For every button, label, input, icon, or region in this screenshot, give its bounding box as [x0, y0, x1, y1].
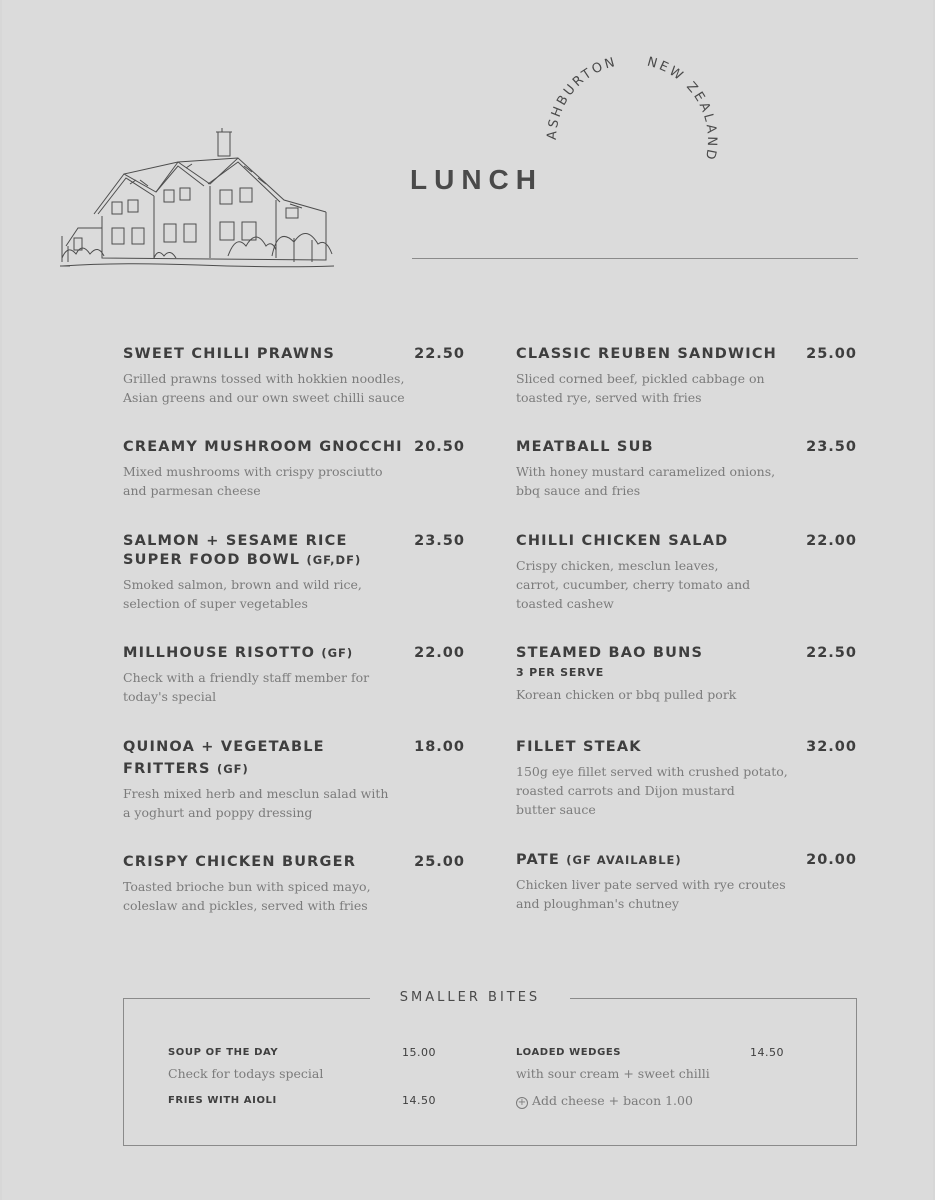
svg-text:ASHBURTON NEW ZEALAND	[545, 54, 719, 164]
header-divider	[412, 258, 858, 259]
item-price: 22.50	[806, 645, 857, 661]
item-price: 22.50	[414, 346, 465, 362]
item-price: 22.00	[414, 645, 465, 661]
item-name-line2: FRITTERS (GF)	[123, 761, 249, 777]
menu-item-chilli-chicken-salad	[516, 532, 861, 613]
item-description: Mixed mushrooms with crispy prosciutto and parmesan cheese	[123, 464, 383, 498]
menu-item-steamed-bao-buns	[516, 644, 861, 704]
bite-price-wedges: 14.50	[750, 1046, 784, 1059]
menu-item-fillet-steak	[516, 738, 861, 819]
item-price: 23.50	[806, 439, 857, 455]
item-name: FILLET STEAK	[516, 739, 642, 755]
item-price: 20.00	[806, 852, 857, 868]
item-name: CLASSIC REUBEN SANDWICH	[516, 346, 778, 362]
bite-name-wedges: LOADED WEDGES	[516, 1047, 622, 1058]
smaller-bites-title: SMALLER BITES	[370, 990, 570, 1005]
item-description: Smoked salmon, brown and wild rice, selection of super vegetables	[123, 577, 362, 611]
item-description: Check with a friendly staff member for today's special	[123, 670, 370, 704]
item-name: CHILLI CHICKEN SALAD	[516, 533, 729, 549]
item-name-line2: SUPER FOOD BOWL (GF,DF)	[123, 552, 362, 568]
item-tag: (GF)	[216, 762, 249, 776]
item-name: MILLHOUSE RISOTTO (GF)	[123, 645, 354, 661]
menu-item-meatball-sub	[516, 438, 861, 500]
item-tag: (GF)	[321, 646, 354, 660]
item-price: 32.00	[806, 739, 857, 755]
item-tag: (GF,DF)	[306, 553, 362, 567]
location-country: NEW ZEALAND	[645, 54, 720, 164]
location-arc	[532, 52, 732, 222]
item-price: 20.50	[414, 439, 465, 455]
item-description: Crispy chicken, mesclun leaves, carrot, cucumber, cherry tomato and toasted cashew	[516, 558, 751, 611]
bite-name-fries: FRIES WITH AIOLI	[168, 1095, 277, 1106]
menu-item-pate	[516, 851, 861, 913]
house-sketch-icon	[58, 128, 338, 273]
plus-circle-icon: +	[517, 1097, 527, 1108]
item-name: SALMON + SESAME RICE	[123, 533, 348, 549]
item-price: 25.00	[806, 346, 857, 362]
item-name: MEATBALL SUB	[516, 439, 654, 455]
item-price: 23.50	[414, 533, 465, 549]
menu-item-quinoa-fritters	[123, 738, 468, 822]
bite-desc-wedges: with sour cream + sweet chilli	[516, 1066, 710, 1081]
item-name: STEAMED BAO BUNS	[516, 645, 704, 661]
item-price: 22.00	[806, 533, 857, 549]
bite-price-soup: 15.00	[402, 1046, 436, 1059]
item-name: CREAMY MUSHROOM GNOCCHI	[123, 439, 403, 455]
menu-item-crispy-chicken-burger	[123, 853, 468, 915]
bite-name-soup: SOUP OF THE DAY	[168, 1047, 279, 1058]
menu-item-sweet-chilli-prawns	[123, 345, 468, 407]
item-name: PATE (GF AVAILABLE)	[516, 852, 682, 868]
page-title: LUNCH	[410, 164, 543, 195]
menu-page	[2, 0, 933, 1200]
item-name: CRISPY CHICKEN BURGER	[123, 854, 357, 870]
item-description: Korean chicken or bbq pulled pork	[516, 687, 737, 702]
item-description: Fresh mixed herb and mesclun salad with a yoghurt and poppy dressing	[123, 786, 389, 820]
item-price: 25.00	[414, 854, 465, 870]
item-name: SWEET CHILLI PRAWNS	[123, 346, 336, 362]
item-tag: (GF AVAILABLE)	[566, 853, 682, 867]
item-description: With honey mustard caramelized onions, bbq sauce and fries	[516, 464, 776, 498]
item-description: Toasted brioche bun with spiced mayo, coleslaw and pickles, served with fries	[123, 879, 371, 913]
item-subtitle: 3 PER SERVE	[516, 666, 605, 679]
item-name: QUINOA + VEGETABLE	[123, 739, 325, 755]
item-price: 18.00	[414, 739, 465, 755]
menu-item-salmon-sesame-bowl	[123, 532, 468, 613]
item-description: Sliced corned beef, pickled cabbage on toasted rye, served with fries	[516, 371, 765, 405]
item-description: 150g eye fillet served with crushed potato, roasted carrots and Dijon mustard butter sauce	[516, 764, 788, 817]
bite-addon-text: Add cheese + bacon 1.00	[532, 1093, 693, 1108]
item-description: Chicken liver pate served with rye croutes and ploughman's chutney	[516, 877, 786, 911]
menu-item-creamy-mushroom-gnocchi	[123, 438, 468, 500]
menu-item-classic-reuben	[516, 345, 861, 407]
bite-price-fries: 14.50	[402, 1094, 436, 1107]
location-city: ASHBURTON	[544, 54, 619, 141]
item-description: Grilled prawns tossed with hokkien noodles, Asian greens and our own sweet chilli sauce	[123, 371, 405, 405]
bite-desc-soup: Check for todays special	[168, 1066, 324, 1081]
bite-addon	[516, 1093, 693, 1109]
menu-item-millhouse-risotto	[123, 644, 468, 706]
